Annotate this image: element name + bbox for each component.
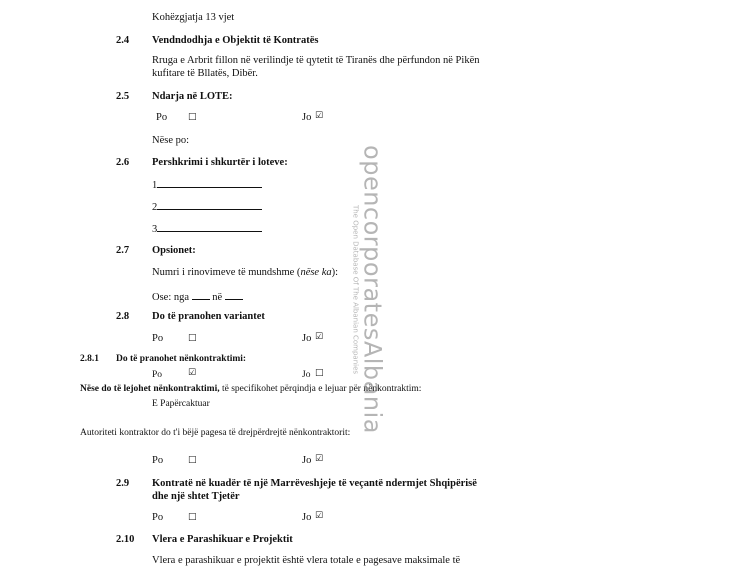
empty-checkbox-icon: □	[188, 333, 197, 343]
po-label-authority: Po	[152, 455, 164, 466]
section-title-2-8: Do të pranohen variantet	[152, 311, 265, 322]
authority-payment-text: Autoriteti kontraktor do t'i bëjë pagesa të drejpërdrejtë nënkontraktorit:	[80, 428, 351, 438]
checked-checkbox-icon: ☑	[315, 332, 324, 342]
location-line-1: Rruga e Arbrit fillon në verilindje të qytetit të Tiranës dhe përfundon në Pikën	[152, 55, 480, 66]
ose-line: Ose: nga në	[152, 290, 243, 303]
jo-label-2-8: Jo	[302, 333, 312, 344]
section-number-2-10: 2.10	[116, 534, 135, 545]
empty-checkbox-icon: □	[188, 455, 197, 465]
renewals-line: Numri i rinovimeve të mundshme (nëse ka):	[152, 267, 339, 278]
checked-checkbox-icon: ☑	[315, 111, 324, 121]
po-label-2-8: Po	[152, 333, 164, 344]
section-number-2-6: 2.6	[116, 157, 130, 168]
jo-label-2-5: Jo	[302, 112, 312, 123]
po-label-2-9: Po	[152, 512, 164, 523]
empty-checkbox-icon: □	[315, 368, 324, 378]
checked-checkbox-icon: ☑	[315, 511, 324, 521]
subcontract-note: Nëse do të lejohet nënkontraktimi, të specifikohet përqindja e lejuar për nënkontraktim:	[80, 384, 422, 394]
duration-text: Kohëzgjatja 13 vjet	[152, 12, 235, 23]
jo-label-2-9: Jo	[302, 512, 312, 523]
section-number-2-5: 2.5	[116, 91, 130, 102]
nese-po-label: Nëse po:	[152, 135, 190, 146]
watermark-title: opencorporatesAlbania	[358, 145, 387, 434]
section-title-2-6: Pershkrimi i shkurtër i loteve:	[152, 157, 288, 168]
section-title-2-10: Vlera e Parashikuar e Projektit	[152, 534, 293, 545]
empty-checkbox-icon: □	[188, 112, 197, 122]
subcontract-percentage-value: E Papërcaktuar	[152, 399, 210, 409]
section-number-2-7: 2.7	[116, 245, 130, 256]
checked-checkbox-icon: ☑	[188, 368, 197, 378]
section-number-2-8-1: 2.8.1	[80, 354, 99, 364]
po-label-2-5: Po	[156, 112, 168, 123]
section-title-2-4: Vendndodhja e Objektit të Kontratës	[152, 35, 319, 46]
section-title-2-9-line-2: dhe një shtet Tjetër	[152, 491, 240, 502]
po-label-2-8-1: Po	[152, 370, 163, 380]
jo-label-authority: Jo	[302, 455, 312, 466]
project-value-line-1: Vlera e parashikuar e projektit është vlera totale e pagesave maksimale të	[152, 555, 461, 566]
jo-label-2-8-1: Jo	[302, 370, 311, 380]
section-title-2-9-line-1: Kontratë në kuadër të një Marrëveshjeje të veçantë ndermjet Shqipërisë	[152, 478, 477, 489]
lot-line-1: 1	[152, 178, 262, 191]
checked-checkbox-icon: ☑	[315, 454, 324, 464]
section-title-2-5: Ndarja në LOTE:	[152, 91, 233, 102]
watermark-subtitle: The Open Database Of The Albanian Companies	[351, 204, 360, 375]
lot-line-2: 2	[152, 200, 262, 213]
section-number-2-4: 2.4	[116, 35, 130, 46]
section-title-2-7: Opsionet:	[152, 245, 196, 256]
lot-line-3: 3	[152, 222, 262, 235]
location-line-2: kufitare të Bllatës, Dibër.	[152, 68, 258, 79]
section-title-2-8-1: Do të pranohet nënkontraktimi:	[116, 354, 247, 364]
watermark-logo	[351, 140, 386, 440]
section-number-2-8: 2.8	[116, 311, 130, 322]
section-number-2-9: 2.9	[116, 478, 130, 489]
empty-checkbox-icon: □	[188, 512, 197, 522]
